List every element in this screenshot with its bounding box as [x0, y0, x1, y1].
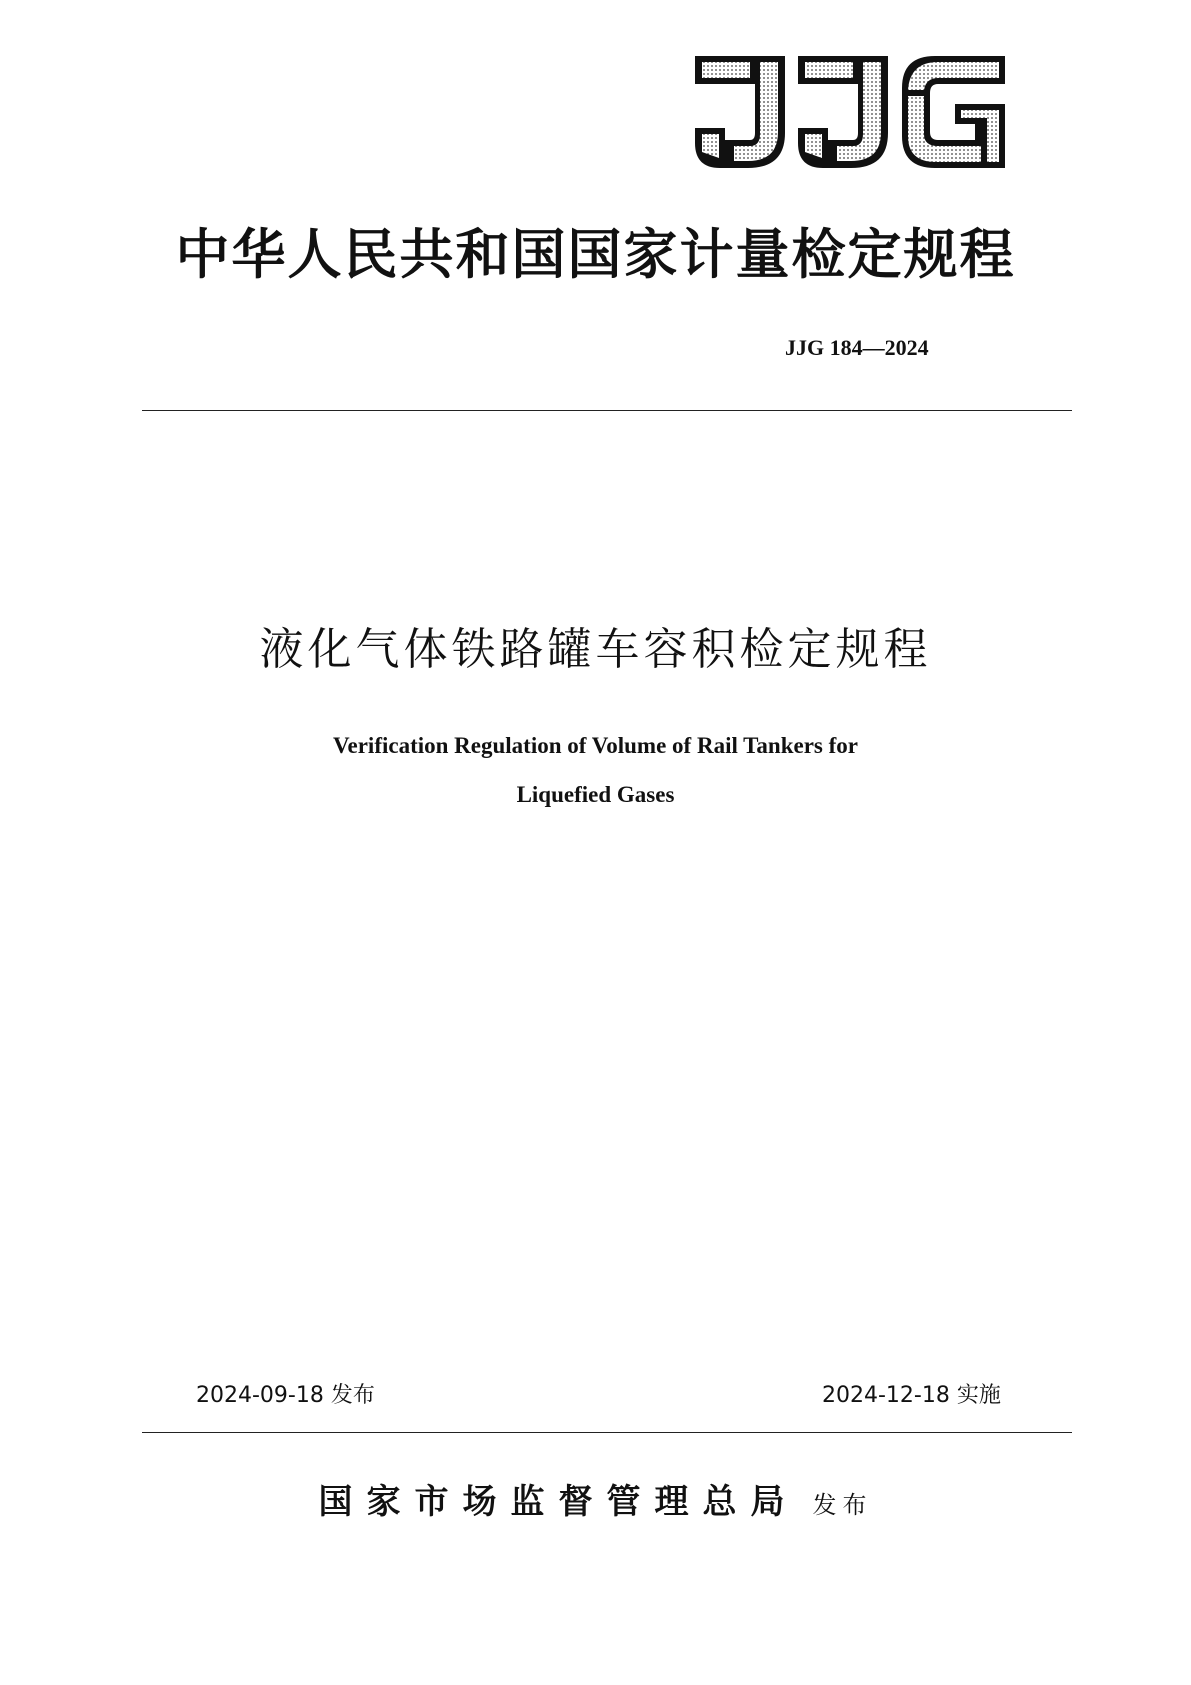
publisher-name: 国家市场监督管理总局 [318, 1482, 799, 1522]
document-number: JJG 184—2024 [785, 335, 929, 360]
national-regulation-title: 中华人民共和国国家计量检定规程 [175, 222, 1016, 286]
chinese-title: 液化气体铁路罐车容积检定规程 [259, 624, 932, 675]
logo-letter-g [902, 56, 1005, 168]
english-title-line-1: Verification Regulation of Volume of Rail Tankers for [333, 733, 858, 758]
implementation-date: 2024-12-18 实施 [822, 1383, 1001, 1408]
publisher-line [0, 1480, 1191, 1530]
issue-date: 2024-09-18 发布 [196, 1383, 375, 1408]
jjg-logo-icon [690, 48, 1010, 178]
logo-letter-j2 [798, 56, 888, 168]
header-divider [142, 410, 1072, 411]
english-title-line-2: Liquefied Gases [516, 782, 675, 807]
publish-label: 发布 [812, 1491, 873, 1519]
footer-divider [142, 1432, 1072, 1433]
logo-letter-j1 [695, 56, 785, 168]
